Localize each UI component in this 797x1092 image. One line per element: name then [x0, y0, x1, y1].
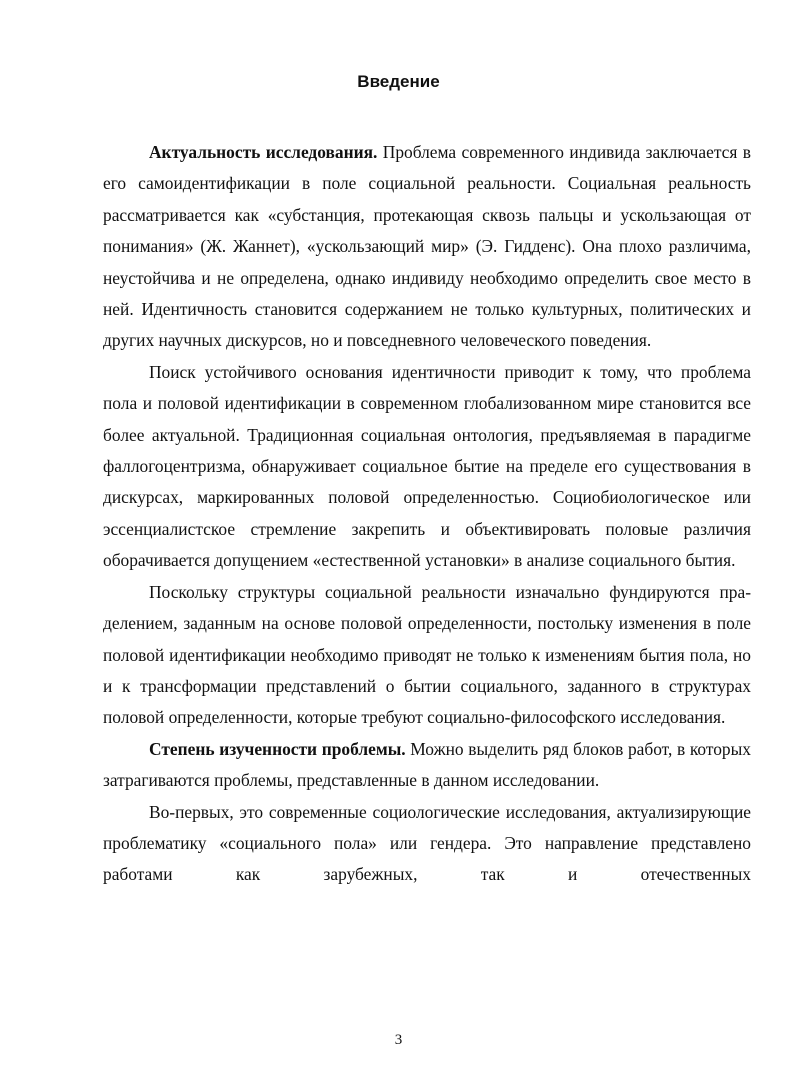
page-title: Введение — [357, 72, 440, 91]
paragraph-lead: Степень изученности проблемы. — [149, 738, 406, 759]
paragraph-degree-of-study — [103, 734, 751, 797]
paragraph-identity-basis — [103, 357, 751, 577]
paragraph-social-structures — [103, 577, 751, 734]
paragraph-text: Поскольку структуры социальной реальности изначально фундируются пра-делением, заданным на основе половой определенности, постольку изменения в поле половой идентификации необходимо приводят не только к изменениям бытия пола, но и к трансформации представлений о бытии социального, заданного в структурах половой определенности, которые требуют социально-философского исследования. — [103, 581, 751, 728]
page-number: 3 — [394, 1032, 403, 1048]
body-text — [103, 137, 751, 891]
paragraph-text: Проблема современного индивида заключается в его самоидентификации в поле социальной реальности. Социальная реальность рассматривается как «субстанция, протекающая сквозь пальцы и ускользающая от понимания» (Ж. Жаннет), «ускользающий мир» (Э. Гидденс). Она плохо различима, неустойчива и не определена, однако индивиду необходимо определить свое место в ней. Идентичность становится содержанием не только культурных, политических и других научных дискурсов, но и повседневного человеческого поведения. — [103, 142, 751, 351]
paragraph-lead: Актуальность исследования. — [149, 142, 378, 162]
paragraph-text: Можно выделить ряд блоков работ, в которых затрагиваются проблемы, представленные в данном исследовании. — [103, 738, 751, 791]
paragraph-text: Во-первых, это современные социологические исследования, актуализирующие проблематику «социального пола» или гендера. Это направление представлено работами как зарубежных, так и отечественных — [103, 801, 751, 885]
paragraph-firstly — [103, 797, 751, 891]
paragraph-text: Поиск устойчивого основания идентичности приводит к тому, что проблема пола и половой идентификации в современном глобализованном мире становится все более актуальной. Традиционная социальная онтология, предъявляемая в парадигме фаллогоцентризма, обнаруживает социальное бытие на пределе его существования в дискурсах, маркированных половой определенностью. Социобиологическое или эссенциалистское стремление закрепить и объективировать половые различия оборачивается допущением «естественной установки» в анализе социального бытия. — [103, 361, 751, 571]
paragraph-relevance — [103, 137, 751, 357]
